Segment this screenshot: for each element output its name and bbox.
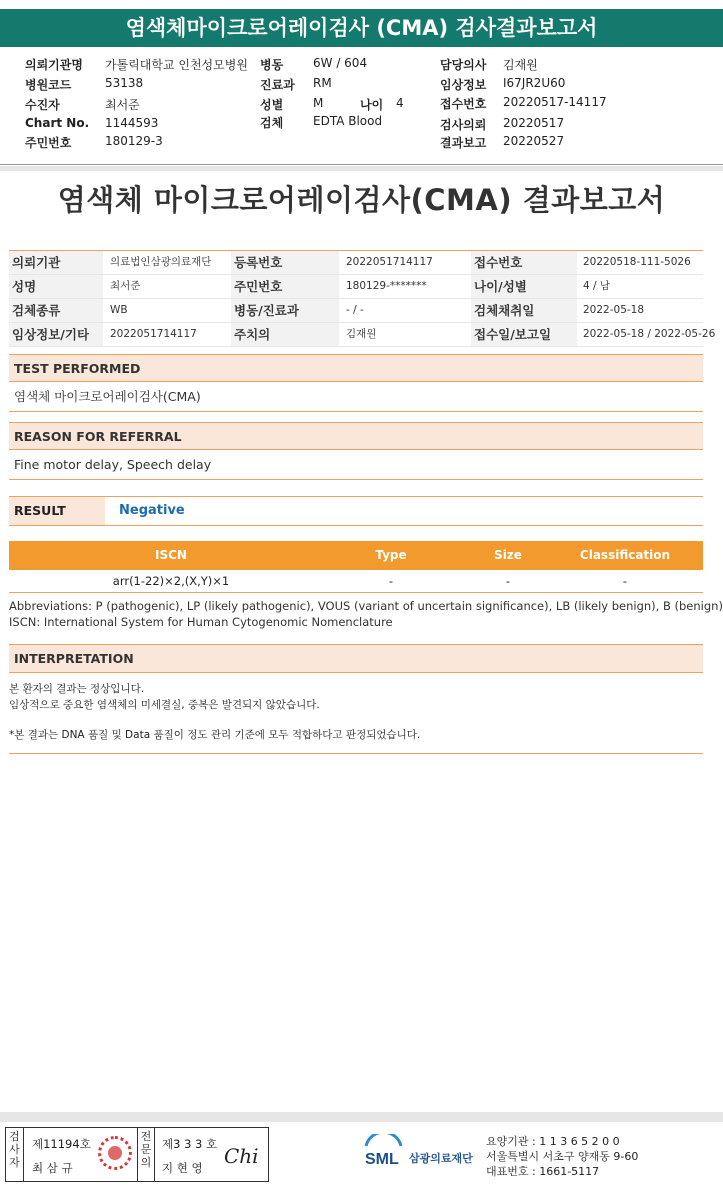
column-header: ISCN [155,548,187,562]
info-label: 주치의 [231,323,339,346]
column-header: Type [375,548,407,562]
section-heading: REASON FOR REFERRAL [9,422,703,450]
info-value: 2022-05-18 / 2022-05-26 [583,328,716,340]
info-value: 2022051714117 [346,256,433,268]
info-label: 주민번호 [231,275,339,298]
hdr-value: 1144593 [105,116,159,130]
interpretation-note: *본 결과는 DNA 품질 및 Data 품질이 정도 관리 기준에 모두 적합하다고 판정되었습니다. [9,729,421,741]
sml-logo-icon [363,1134,483,1174]
report-banner-title: 염색체마이크로어레이검사 (CMA) 검사결과보고서 [0,9,723,47]
info-label: 등록번호 [231,251,339,274]
address-line: 대표번호 : 1661-5117 [486,1165,600,1178]
footer [0,1124,723,1186]
specialist-name: 지 현 영 [162,1161,203,1175]
divider [9,753,703,754]
table-header [9,541,703,570]
info-value: 2022-05-18 [583,304,645,316]
footer-shade [0,1112,723,1122]
info-label: 의뢰기관 [9,251,103,274]
table-row [9,570,703,593]
logo-text: SML [365,1151,399,1168]
referral-value: Fine motor delay, Speech delay [9,450,703,480]
report-title: 염색체 마이크로어레이검사(CMA) 결과보고서 [57,183,666,217]
info-value: 20220518-111-5026 [583,256,691,268]
hdr-value: M [313,96,324,110]
hdr-label: 병동 [260,58,284,72]
table-cell: - [622,574,628,588]
hdr-label: 나이 [360,98,384,112]
info-row [9,323,716,347]
interpretation-section [9,644,703,672]
table-cell: arr(1-22)×2,(X,Y)×1 [112,574,230,588]
signature: Chi [224,1144,259,1168]
examiner-name: 최 삼 규 [32,1161,73,1175]
info-value: 의료법인삼광의료재단 [110,256,212,268]
hdr-label: 의뢰기관명 [25,58,83,72]
hdr-value: I67JR2U60 [503,76,566,90]
hdr-value: 20220517 [503,116,565,130]
divider [0,164,723,165]
hdr-value: 김재원 [503,58,538,72]
hdr-label: 접수번호 [440,97,487,111]
official-seal-icon [98,1136,132,1170]
abbreviations [9,598,723,630]
org-name: 삼광의료재단 [409,1152,473,1165]
interpretation-text [9,681,420,743]
info-value: 4 / 남 [583,280,611,292]
abbreviation-line: Abbreviations: P (pathogenic), LP (likely pathogenic), VOUS (variant of uncertain significance), LB (likely benign), B (benign) [9,599,723,613]
column-header: Classification [579,548,671,562]
info-label: 검체종류 [9,299,103,322]
hdr-label: 병원코드 [25,78,72,92]
specialist-license: 제3 3 3 호 [162,1137,218,1151]
header-info [0,52,723,160]
hdr-value: EDTA Blood [313,114,383,128]
section-heading: INTERPRETATION [9,644,703,672]
info-row [9,299,703,323]
address-line: 요양기관 : 1 1 3 6 5 2 0 0 [486,1135,620,1148]
interpretation-line: 본 환자의 결과는 정상입니다. [9,683,145,695]
specialist-label: 전문의 [137,1128,155,1181]
info-value: 180129-******* [346,280,427,292]
variant-table [9,541,703,593]
divider [9,672,703,673]
info-row [9,251,703,275]
hdr-label: 담당의사 [440,58,487,72]
examiner-license: 제11194호 [32,1137,91,1151]
info-label: 접수일/보고일 [471,323,577,346]
hdr-label: 검사의뢰 [440,118,487,132]
info-label: 병동/진료과 [231,299,339,322]
hdr-label: 검체 [260,116,284,130]
info-label: 나이/성별 [471,275,577,298]
hdr-value: 6W / 604 [313,56,368,70]
divider-shade [0,166,723,171]
info-label: 접수번호 [471,251,577,274]
hdr-label: 진료과 [260,78,295,92]
test-performed-value: 염색체 마이크로어레이검사(CMA) [9,382,703,412]
info-label: 임상정보/기타 [9,323,103,346]
hdr-value: 20220517-14117 [503,95,607,109]
result-section [9,496,703,526]
abbreviation-line: ISCN: International System for Human Cytogenomic Nomenclature [9,615,393,629]
hdr-label: Chart No. [25,116,90,130]
hdr-label: 임상정보 [440,78,487,92]
info-value: - / - [346,304,364,316]
examiner-label: 검사자 [6,1128,24,1181]
hdr-label: 수진자 [25,98,60,112]
info-label: 성명 [9,275,103,298]
table-cell: - [388,574,394,588]
table-cell: - [505,574,511,588]
hdr-value: 53138 [105,76,144,90]
hdr-value: 가톨릭대학교 인천성모병원 [105,58,248,72]
info-value: WB [110,304,128,316]
column-header: Size [494,548,522,562]
result-value: Negative [119,503,185,518]
info-value: 김재원 [346,328,377,340]
result-label: RESULT [9,497,105,525]
info-value: 2022051714117 [110,328,197,340]
hdr-value: 최서준 [105,98,140,112]
sml-logo [363,1134,483,1178]
hdr-label: 주민번호 [25,136,72,150]
address-line: 서울특별시 서초구 양재동 9-60 [486,1150,639,1163]
info-value: 최서준 [110,280,141,292]
patient-info-table [9,250,716,347]
hdr-label: 결과보고 [440,136,487,150]
test-performed-section [9,354,703,412]
section-heading: TEST PERFORMED [9,354,703,382]
referral-section [9,422,703,480]
hdr-value: RM [313,76,332,90]
hdr-label: 성별 [260,98,284,112]
info-label: 검체채취일 [471,299,577,322]
interpretation-line: 임상적으로 중요한 염색체의 미세결실, 중복은 발견되지 않았습니다. [9,699,320,711]
hdr-value: 20220527 [503,134,565,148]
hdr-value: 4 [396,96,404,110]
signature-box [5,1127,269,1182]
address-block [486,1134,638,1179]
hdr-value: 180129-3 [105,134,163,148]
info-row [9,275,703,299]
